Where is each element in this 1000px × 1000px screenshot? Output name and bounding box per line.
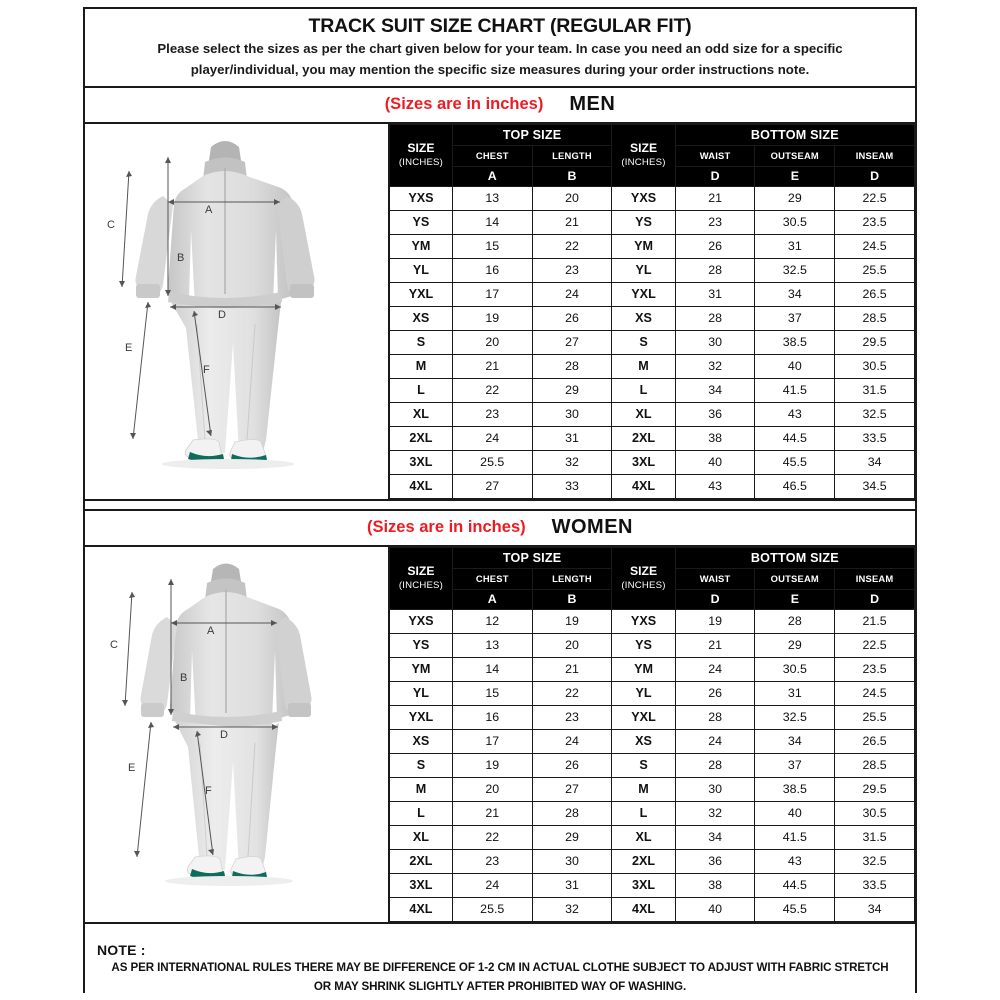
women-cell-size: XL (389, 825, 452, 849)
men-cell-outseam: 30.5 (755, 210, 835, 234)
men-cell-size: YS (389, 210, 452, 234)
men-cell-chest: 22 (452, 378, 532, 402)
table-row (389, 777, 915, 801)
men-cell-waist: 34 (675, 378, 755, 402)
women-cell-chest: 12 (452, 609, 532, 633)
women-cell-inseam: 22.5 (835, 633, 915, 657)
women-cell-outseam: 29 (755, 633, 835, 657)
men-code-inseam: D (835, 166, 915, 186)
men-tracksuit-figure (85, 124, 388, 472)
men-title: MEN (569, 93, 616, 116)
women-cell-length: 23 (532, 705, 612, 729)
men-cell-size-bottom: M (612, 354, 675, 378)
men-section-body (85, 124, 915, 499)
men-size-units-2: (INCHES) (621, 157, 666, 168)
men-cell-length: 26 (532, 306, 612, 330)
table-row (389, 450, 915, 474)
women-cell-waist: 28 (675, 753, 755, 777)
chart-frame (83, 7, 917, 993)
men-cell-size: L (389, 378, 452, 402)
men-cell-length: 29 (532, 378, 612, 402)
women-label-c: C (110, 638, 118, 651)
table-row (389, 210, 915, 234)
women-cell-waist: 26 (675, 681, 755, 705)
table-row (389, 186, 915, 210)
men-cell-outseam: 31 (755, 234, 835, 258)
women-label-a: A (207, 624, 215, 637)
women-cell-size: M (389, 777, 452, 801)
women-cell-outseam: 32.5 (755, 705, 835, 729)
men-cell-waist: 32 (675, 354, 755, 378)
women-cell-length: 21 (532, 657, 612, 681)
table-row (389, 234, 915, 258)
men-cell-inseam: 30.5 (835, 354, 915, 378)
women-code-length: B (532, 589, 612, 609)
note-block (85, 922, 915, 997)
women-cell-chest: 22 (452, 825, 532, 849)
page-title: TRACK SUIT SIZE CHART (REGULAR FIT) (308, 15, 692, 37)
men-cell-length: 32 (532, 450, 612, 474)
men-cell-length: 21 (532, 210, 612, 234)
women-cell-size: YXL (389, 705, 452, 729)
men-cell-chest: 15 (452, 234, 532, 258)
header-subtitle-line-1: Please select the sizes as per the chart given below for your team. In case you need an odd size for a specific (157, 41, 843, 57)
table-row (389, 633, 915, 657)
men-label-f: F (203, 363, 210, 376)
men-cell-chest: 20 (452, 330, 532, 354)
women-col-waist: WAIST (675, 568, 755, 589)
women-cell-size-bottom: 4XL (612, 897, 675, 921)
men-cell-size: 2XL (389, 426, 452, 450)
women-cell-chest: 23 (452, 849, 532, 873)
women-col-chest: CHEST (452, 568, 532, 589)
men-cell-outseam: 38.5 (755, 330, 835, 354)
women-cell-chest: 16 (452, 705, 532, 729)
men-cell-size-bottom: YXL (612, 282, 675, 306)
women-cell-waist: 38 (675, 873, 755, 897)
women-cell-inseam: 24.5 (835, 681, 915, 705)
women-cell-inseam: 30.5 (835, 801, 915, 825)
men-cell-inseam: 34.5 (835, 474, 915, 498)
men-cell-length: 28 (532, 354, 612, 378)
men-cell-chest: 27 (452, 474, 532, 498)
women-cell-chest: 15 (452, 681, 532, 705)
women-cell-inseam: 25.5 (835, 705, 915, 729)
men-col-top-size-label (389, 124, 452, 186)
women-cell-chest: 13 (452, 633, 532, 657)
women-cell-size-bottom: YXS (612, 609, 675, 633)
women-label-f: F (205, 784, 212, 797)
women-cell-chest: 21 (452, 801, 532, 825)
men-cell-size-bottom: YXS (612, 186, 675, 210)
table-row (389, 330, 915, 354)
women-cell-length: 19 (532, 609, 612, 633)
men-cell-size-bottom: XL (612, 402, 675, 426)
women-cell-size-bottom: YXL (612, 705, 675, 729)
women-label-d: D (220, 728, 228, 741)
men-col-chest: CHEST (452, 145, 532, 166)
women-size-units: (INCHES) (398, 580, 444, 591)
men-cell-outseam: 45.5 (755, 450, 835, 474)
women-cell-inseam: 31.5 (835, 825, 915, 849)
men-cell-size: XL (389, 402, 452, 426)
men-cell-size: XS (389, 306, 452, 330)
header-subtitle-line-2: player/individual, you may mention the specific size measures during your order instructions note. (190, 61, 810, 77)
men-cell-length: 23 (532, 258, 612, 282)
men-cell-waist: 23 (675, 210, 755, 234)
women-cell-length: 29 (532, 825, 612, 849)
women-size-table (388, 547, 915, 922)
women-size-units-2: (INCHES) (621, 580, 666, 591)
women-cell-size-bottom: YL (612, 681, 675, 705)
women-top-size-group: TOP SIZE (452, 547, 611, 568)
men-cell-outseam: 40 (755, 354, 835, 378)
women-col-inseam: INSEAM (835, 568, 915, 589)
women-cell-length: 26 (532, 753, 612, 777)
men-cell-inseam: 29.5 (835, 330, 915, 354)
women-cell-length: 22 (532, 681, 612, 705)
men-cell-waist: 31 (675, 282, 755, 306)
women-cell-waist: 34 (675, 825, 755, 849)
women-label-e: E (128, 761, 136, 774)
men-cell-size: YL (389, 258, 452, 282)
table-row (389, 258, 915, 282)
men-cell-size: M (389, 354, 452, 378)
women-cell-outseam: 30.5 (755, 657, 835, 681)
women-cell-length: 24 (532, 729, 612, 753)
women-cell-outseam: 31 (755, 681, 835, 705)
men-cell-inseam: 26.5 (835, 282, 915, 306)
women-cell-size-bottom: YM (612, 657, 675, 681)
women-size-text: SIZE (407, 564, 435, 579)
women-cell-chest: 17 (452, 729, 532, 753)
note-title: NOTE : (97, 941, 146, 958)
women-section-body (85, 547, 915, 922)
women-cell-size-bottom: L (612, 801, 675, 825)
men-cell-waist: 21 (675, 186, 755, 210)
women-cell-size-bottom: M (612, 777, 675, 801)
table-row (389, 657, 915, 681)
women-cell-waist: 28 (675, 705, 755, 729)
men-cell-waist: 43 (675, 474, 755, 498)
men-cell-chest: 23 (452, 402, 532, 426)
men-cell-chest: 17 (452, 282, 532, 306)
table-row (389, 282, 915, 306)
men-cell-outseam: 34 (755, 282, 835, 306)
women-size-text-2: SIZE (629, 564, 658, 579)
women-cell-waist: 24 (675, 657, 755, 681)
men-cell-length: 27 (532, 330, 612, 354)
chart-header (85, 9, 915, 88)
men-bottom-size-group: BOTTOM SIZE (675, 124, 914, 145)
men-cell-inseam: 31.5 (835, 378, 915, 402)
men-label-a: A (205, 203, 213, 216)
men-cell-outseam: 43 (755, 402, 835, 426)
table-row (389, 897, 915, 921)
men-cell-size-bottom: 2XL (612, 426, 675, 450)
men-cell-length: 31 (532, 426, 612, 450)
women-cell-inseam: 32.5 (835, 849, 915, 873)
women-cell-inseam: 33.5 (835, 873, 915, 897)
men-code-waist: D (675, 166, 755, 186)
men-cell-size: 3XL (389, 450, 452, 474)
men-cell-inseam: 33.5 (835, 426, 915, 450)
women-section (85, 511, 915, 922)
men-units-note: (Sizes are in inches) (384, 95, 544, 114)
women-cell-size: YM (389, 657, 452, 681)
women-cell-size: YXS (389, 609, 452, 633)
men-cell-outseam: 32.5 (755, 258, 835, 282)
women-cell-size: XS (389, 729, 452, 753)
men-code-length: B (532, 166, 612, 186)
men-size-table (388, 124, 915, 499)
note-line-2: OR MAY SHRINK SLIGHTLY AFTER PROHIBITED WAY OF WASHING. (313, 979, 687, 993)
women-cell-waist: 40 (675, 897, 755, 921)
men-cell-size-bottom: YS (612, 210, 675, 234)
men-cell-waist: 40 (675, 450, 755, 474)
men-table-head (389, 124, 915, 186)
men-cell-outseam: 46.5 (755, 474, 835, 498)
women-code-waist: D (675, 589, 755, 609)
men-size-units: (INCHES) (398, 157, 444, 168)
men-cell-inseam: 34 (835, 450, 915, 474)
women-cell-inseam: 21.5 (835, 609, 915, 633)
men-cell-size-bottom: 4XL (612, 474, 675, 498)
note-body (95, 959, 905, 997)
men-cell-waist: 30 (675, 330, 755, 354)
women-cell-outseam: 45.5 (755, 897, 835, 921)
women-cell-outseam: 28 (755, 609, 835, 633)
men-code-outseam: E (755, 166, 835, 186)
section-divider (85, 499, 915, 511)
men-cell-outseam: 44.5 (755, 426, 835, 450)
men-table-body (389, 186, 915, 498)
table-row (389, 609, 915, 633)
women-table-head (389, 547, 915, 609)
men-cell-size: YXL (389, 282, 452, 306)
men-cell-chest: 16 (452, 258, 532, 282)
women-cell-length: 30 (532, 849, 612, 873)
men-cell-size-bottom: XS (612, 306, 675, 330)
women-cell-size-bottom: 3XL (612, 873, 675, 897)
men-cell-chest: 21 (452, 354, 532, 378)
women-cell-inseam: 28.5 (835, 753, 915, 777)
men-cell-size: S (389, 330, 452, 354)
women-cell-inseam: 29.5 (835, 777, 915, 801)
women-cell-size: YS (389, 633, 452, 657)
men-cell-size: YM (389, 234, 452, 258)
men-cell-chest: 14 (452, 210, 532, 234)
women-cell-size-bottom: S (612, 753, 675, 777)
women-cell-size: YL (389, 681, 452, 705)
men-cell-inseam: 28.5 (835, 306, 915, 330)
women-cell-size-bottom: XL (612, 825, 675, 849)
women-cell-outseam: 44.5 (755, 873, 835, 897)
women-code-inseam: D (835, 589, 915, 609)
men-cell-chest: 25.5 (452, 450, 532, 474)
men-section (85, 88, 915, 499)
men-cell-size-bottom: YL (612, 258, 675, 282)
women-cell-size: L (389, 801, 452, 825)
women-cell-size-bottom: YS (612, 633, 675, 657)
women-col-outseam: OUTSEAM (755, 568, 835, 589)
men-cell-size-bottom: 3XL (612, 450, 675, 474)
women-cell-size: 3XL (389, 873, 452, 897)
women-cell-chest: 20 (452, 777, 532, 801)
women-title: WOMEN (551, 516, 634, 539)
men-label-d: D (218, 308, 226, 321)
men-code-chest: A (452, 166, 532, 186)
men-col-waist: WAIST (675, 145, 755, 166)
women-cell-length: 32 (532, 897, 612, 921)
table-row (389, 474, 915, 498)
women-col-top-size-label (389, 547, 452, 609)
men-cell-inseam: 23.5 (835, 210, 915, 234)
women-cell-length: 31 (532, 873, 612, 897)
men-size-text-2: SIZE (629, 141, 658, 156)
women-cell-size-bottom: XS (612, 729, 675, 753)
men-cell-waist: 28 (675, 306, 755, 330)
table-row (389, 753, 915, 777)
men-cell-inseam: 25.5 (835, 258, 915, 282)
women-cell-chest: 14 (452, 657, 532, 681)
women-section-header (85, 511, 915, 547)
women-label-b: B (180, 671, 188, 684)
women-cell-length: 27 (532, 777, 612, 801)
men-col-inseam: INSEAM (835, 145, 915, 166)
table-row (389, 825, 915, 849)
women-cell-waist: 19 (675, 609, 755, 633)
women-tracksuit-illustration (85, 547, 388, 922)
table-row (389, 849, 915, 873)
men-top-size-group: TOP SIZE (452, 124, 611, 145)
women-tracksuit-figure (85, 547, 388, 895)
women-cell-waist: 21 (675, 633, 755, 657)
women-cell-inseam: 26.5 (835, 729, 915, 753)
table-row (389, 729, 915, 753)
note-line-1: AS PER INTERNATIONAL RULES THERE MAY BE DIFFERENCE OF 1-2 CM IN ACTUAL CLOTHE SUBJECT TO ADJUST WITH FABRIC STRETCH (111, 960, 889, 974)
women-table-body (389, 609, 915, 921)
women-cell-waist: 30 (675, 777, 755, 801)
men-col-outseam: OUTSEAM (755, 145, 835, 166)
women-cell-outseam: 43 (755, 849, 835, 873)
men-cell-size: YXS (389, 186, 452, 210)
women-units-note: (Sizes are in inches) (366, 518, 526, 537)
table-row (389, 402, 915, 426)
men-tracksuit-illustration (85, 124, 388, 499)
men-cell-waist: 36 (675, 402, 755, 426)
table-row (389, 705, 915, 729)
table-row (389, 378, 915, 402)
women-cell-waist: 36 (675, 849, 755, 873)
women-cell-outseam: 37 (755, 753, 835, 777)
women-col-length: LENGTH (532, 568, 612, 589)
women-cell-outseam: 41.5 (755, 825, 835, 849)
men-cell-length: 22 (532, 234, 612, 258)
men-cell-chest: 19 (452, 306, 532, 330)
women-cell-inseam: 23.5 (835, 657, 915, 681)
women-cell-size: S (389, 753, 452, 777)
men-cell-length: 20 (532, 186, 612, 210)
men-cell-waist: 26 (675, 234, 755, 258)
table-row (389, 306, 915, 330)
table-row (389, 681, 915, 705)
men-cell-size-bottom: S (612, 330, 675, 354)
women-code-chest: A (452, 589, 532, 609)
women-cell-length: 20 (532, 633, 612, 657)
men-cell-length: 30 (532, 402, 612, 426)
men-cell-size: 4XL (389, 474, 452, 498)
men-label-b: B (177, 251, 185, 264)
women-cell-chest: 25.5 (452, 897, 532, 921)
women-cell-length: 28 (532, 801, 612, 825)
men-section-header (85, 88, 915, 124)
women-col-bottom-size-label (612, 547, 675, 609)
men-label-e: E (125, 341, 133, 354)
men-cell-length: 33 (532, 474, 612, 498)
men-col-length: LENGTH (532, 145, 612, 166)
men-size-text: SIZE (407, 141, 435, 156)
men-cell-waist: 38 (675, 426, 755, 450)
women-bottom-size-group: BOTTOM SIZE (675, 547, 914, 568)
men-cell-waist: 28 (675, 258, 755, 282)
women-cell-size-bottom: 2XL (612, 849, 675, 873)
men-cell-outseam: 29 (755, 186, 835, 210)
women-cell-outseam: 38.5 (755, 777, 835, 801)
women-cell-waist: 32 (675, 801, 755, 825)
women-code-outseam: E (755, 589, 835, 609)
table-row (389, 801, 915, 825)
men-cell-chest: 24 (452, 426, 532, 450)
men-cell-inseam: 24.5 (835, 234, 915, 258)
women-cell-waist: 24 (675, 729, 755, 753)
men-cell-outseam: 37 (755, 306, 835, 330)
table-row (389, 873, 915, 897)
women-cell-size: 2XL (389, 849, 452, 873)
men-cell-size-bottom: YM (612, 234, 675, 258)
women-cell-outseam: 34 (755, 729, 835, 753)
men-col-bottom-size-label (612, 124, 675, 186)
table-row (389, 426, 915, 450)
men-label-c: C (107, 218, 115, 231)
women-cell-chest: 24 (452, 873, 532, 897)
men-cell-size-bottom: L (612, 378, 675, 402)
men-cell-inseam: 32.5 (835, 402, 915, 426)
women-cell-inseam: 34 (835, 897, 915, 921)
men-cell-chest: 13 (452, 186, 532, 210)
women-cell-outseam: 40 (755, 801, 835, 825)
women-cell-chest: 19 (452, 753, 532, 777)
women-cell-size: 4XL (389, 897, 452, 921)
men-cell-length: 24 (532, 282, 612, 306)
men-cell-inseam: 22.5 (835, 186, 915, 210)
table-row (389, 354, 915, 378)
men-cell-outseam: 41.5 (755, 378, 835, 402)
